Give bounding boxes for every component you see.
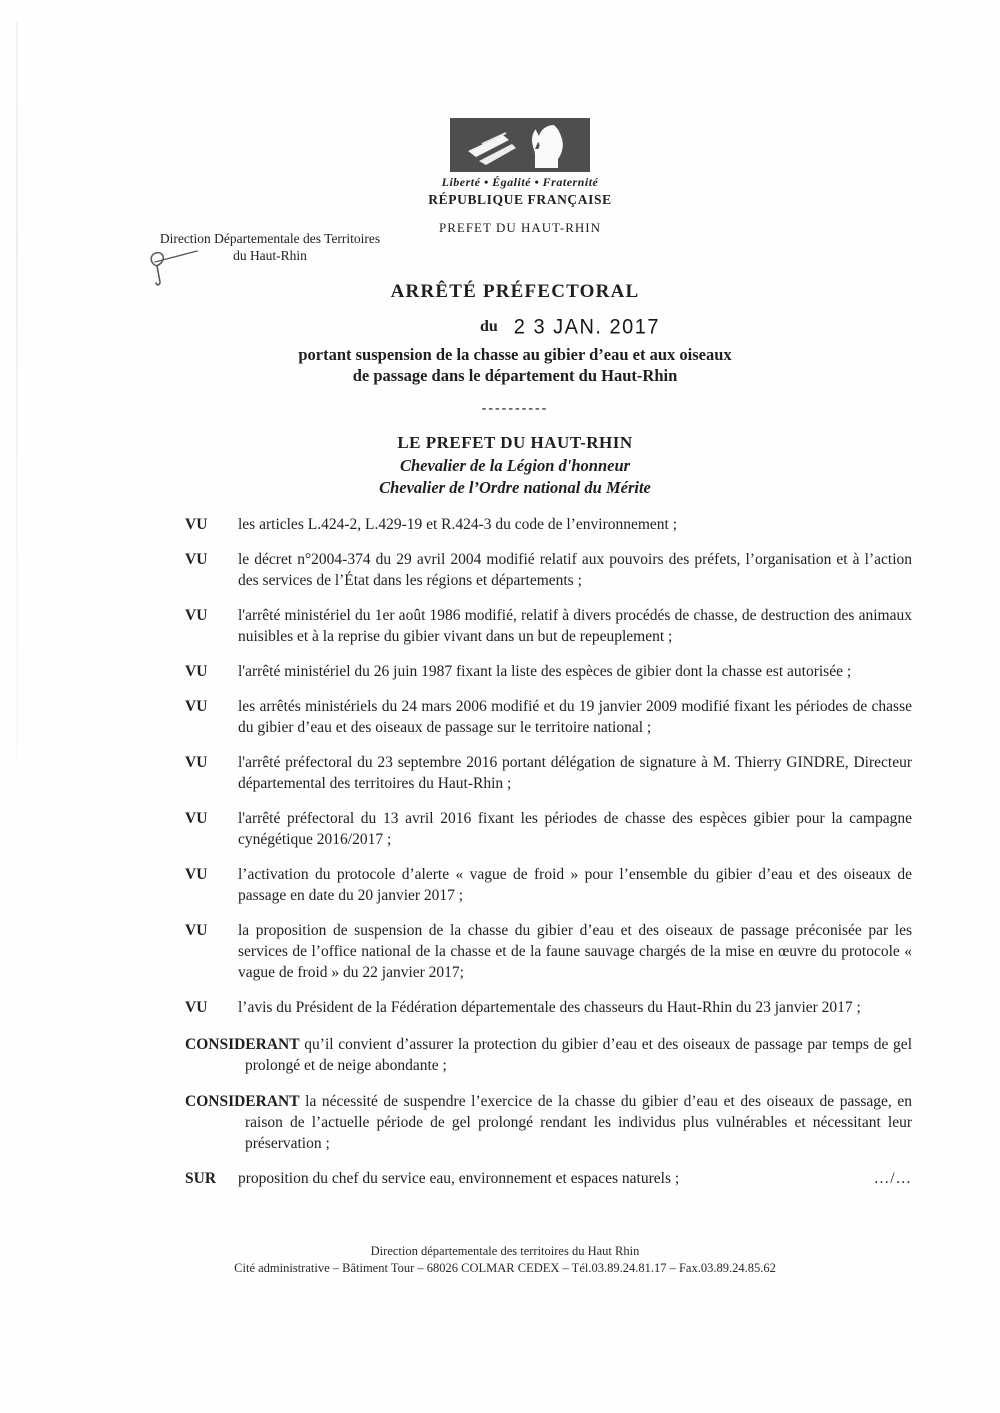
recital-text: l’avis du Président de la Fédération départementale des chasseurs du Haut-Rhin du 23 janvier 2017 ; [238, 999, 861, 1016]
recital-text: l'arrêté ministériel du 1er août 1986 modifié, relatif à divers procédés de chasse, de destruction des animaux nuisibles et à la reprise du gibier vivant dans un but de repeuplement ; [238, 607, 912, 645]
republic-motto: Liberté • Égalité • Fraternité [441, 175, 599, 189]
recital-vu-1 [185, 514, 912, 535]
recital-label: VU [185, 516, 208, 533]
recital-vu-3 [185, 605, 912, 647]
honor-line1: Chevalier de la Légion d'honneur [399, 456, 631, 475]
recital-text: la proposition de suspension de la chasse du gibier d’eau et des oiseaux de passage préconisée par les services de l’office national de la chasse et de la faune sauvage chargés de la mise en œuvre du protocole « vague de froid » du 22 janvier 2017; [238, 922, 912, 981]
sur-clause [185, 1168, 912, 1189]
scan-edge-artifact [16, 22, 18, 762]
considerant-text: la nécessité de suspendre l’exercice de la chasse du gibier d’eau et des oiseaux de passage, en raison de l’actuelle période de gel prolongé rendant les individus plus vulnérables et nécessitant leur préservation ; [245, 1093, 912, 1152]
footer-line2: Cité administrative – Bâtiment Tour – 68026 COLMAR CEDEX – Tél.03.89.24.81.17 – Fax.03.89.24.85.62 [234, 1261, 776, 1275]
page-continuation-marker: …/… [873, 1170, 912, 1187]
recital-label: VU [185, 754, 208, 771]
recital-label: VU [185, 866, 208, 883]
recital-vu-8 [185, 864, 912, 906]
recital-vu-10 [185, 997, 912, 1018]
considerant-1 [185, 1034, 912, 1076]
title-subject-line2: de passage dans le département du Haut-Rhin [352, 366, 678, 385]
direction-line1: Direction Départementale des Territoires [159, 231, 381, 246]
recital-vu-7 [185, 808, 912, 850]
date-stamp: 2 3 JAN. 2017 [513, 314, 661, 339]
recital-text: l'arrêté ministériel du 26 juin 1987 fixant la liste des espèces de gibier dont la chasse est autorisée ; [238, 663, 852, 680]
recital-label: VU [185, 663, 208, 680]
recital-vu-9 [185, 920, 912, 983]
considerant-text: qu’il convient d’assurer la protection du gibier d’eau et des oiseaux de passage par temps de gel prolongé et de neige abondante ; [245, 1035, 912, 1074]
dashed-separator: ---------- [481, 401, 549, 416]
recital-label: VU [185, 607, 208, 624]
recital-vu-2 [185, 549, 912, 591]
recital-text: l'arrêté préfectoral du 13 avril 2016 fixant les périodes de chasse des espèces gibier pour la campagne cynégétique 2016/2017 ; [238, 810, 912, 848]
recital-text: les arrêtés ministériels du 24 mars 2006 modifié et du 19 janvier 2009 modifié fixant les périodes de chasse du gibier d’eau et des oiseaux de passage sur le territoire national ; [238, 698, 912, 736]
title-subject-line1: portant suspension de la chasse au gibier d’eau et aux oiseaux [298, 345, 732, 364]
legal-body [185, 514, 912, 1189]
recital-label: VU [185, 551, 208, 568]
republic-name: RÉPUBLIQUE FRANÇAISE [428, 192, 612, 207]
date-row [85, 314, 1000, 340]
prefet-line: PREFET DU HAUT-RHIN [438, 220, 601, 235]
recital-label: VU [185, 698, 208, 715]
considerant-label: CONSIDERANT [185, 1093, 300, 1110]
recital-text: l’activation du protocole d’alerte « vague de froid » pour l’ensemble du gibier d’eau et des oiseaux de passage en date du 20 janvier 2017 ; [238, 866, 912, 904]
marianne-logo [450, 118, 590, 172]
document-footer [10, 1243, 1000, 1277]
considerant-2 [185, 1091, 912, 1154]
recital-text: les articles L.424-2, L.429-19 et R.424-3 du code de l’environnement ; [238, 516, 678, 533]
recital-label: VU [185, 999, 208, 1016]
recital-label: VU [185, 922, 208, 939]
republic-header [380, 118, 660, 236]
recital-text: le décret n°2004-374 du 29 avril 2004 modifié relatif aux pouvoirs des préfets, l’organisation et à l’action des services de l’État dans les régions et départements ; [238, 551, 912, 589]
honor-line2: Chevalier de l’Ordre national du Mérite [379, 478, 651, 497]
considerant-label: CONSIDERANT [185, 1035, 300, 1053]
recital-vu-5 [185, 696, 912, 738]
recital-vu-4 [185, 661, 912, 682]
recital-label: VU [185, 810, 208, 827]
recital-vu-6 [185, 752, 912, 794]
footer-line1: Direction départementale des territoires du Haut Rhin [370, 1244, 640, 1258]
date-du-label: du [479, 318, 498, 335]
sur-label: SUR [185, 1170, 217, 1187]
direction-line2: du Haut-Rhin [233, 248, 307, 263]
document-title: ARRÊTÉ PRÉFECTORAL [390, 281, 640, 302]
prefet-heading: LE PREFET DU HAUT-RHIN [397, 433, 633, 452]
title-block [30, 280, 1000, 498]
sur-text: proposition du chef du service eau, environnement et espaces naturels ; [238, 1170, 680, 1187]
recital-text: l'arrêté préfectoral du 23 septembre 2016 portant délégation de signature à M. Thierry GINDRE, Directeur départemental des territoires du Haut-Rhin ; [238, 754, 912, 792]
